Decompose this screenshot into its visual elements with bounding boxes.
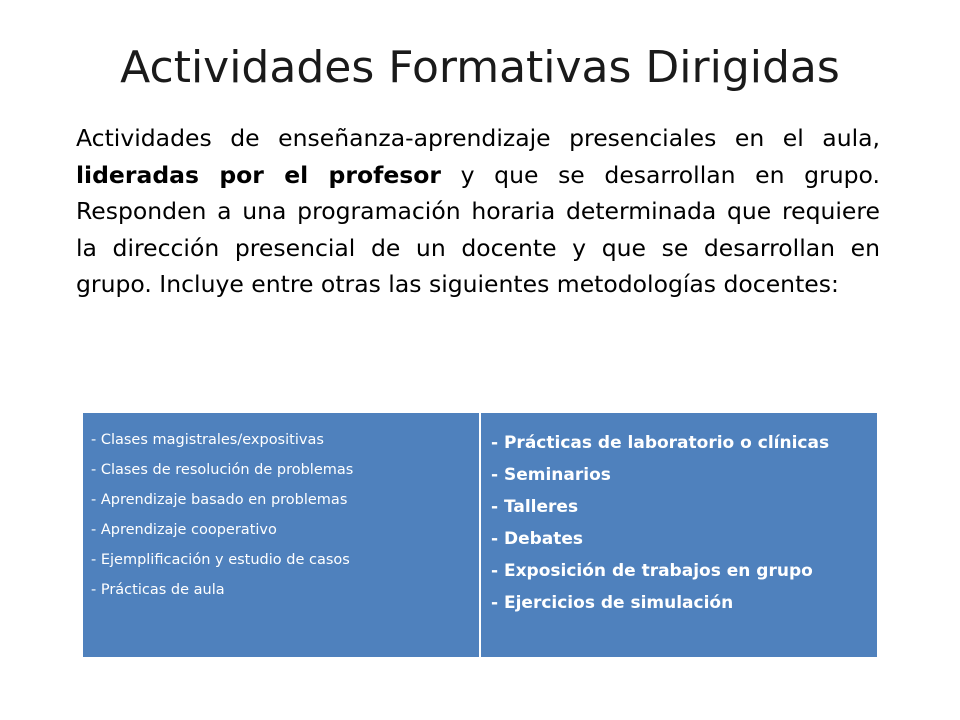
list-item: - Clases magistrales/expositivas bbox=[91, 432, 324, 448]
list-item: - Prácticas de aula bbox=[91, 582, 225, 598]
list-item: - Debates bbox=[491, 529, 584, 549]
paragraph-text-part2: y que se desarrollan en grupo. Responden a una programación horaria determinada que requiere la dirección presencial de un docente y que se desarrollan en grupo. Incluye entre otras las siguientes metodologías docentes: bbox=[76, 160, 880, 298]
left-methodologies-list bbox=[91, 425, 471, 605]
list-item: - Talleres bbox=[491, 497, 579, 517]
slide-title: Actividades Formativas Dirigidas bbox=[120, 42, 840, 93]
list-item: - Aprendizaje cooperativo bbox=[91, 522, 277, 538]
right-methodologies-list bbox=[491, 427, 869, 619]
list-item: - Prácticas de laboratorio o clínicas bbox=[491, 433, 830, 453]
list-item: - Clases de resolución de problemas bbox=[91, 462, 354, 478]
list-item: - Ejemplificación y estudio de casos bbox=[91, 552, 350, 568]
list-item: - Ejercicios de simulación bbox=[491, 593, 734, 613]
list-item: - Exposición de trabajos en grupo bbox=[491, 561, 813, 581]
methodologies-table bbox=[82, 412, 878, 658]
list-item: - Aprendizaje basado en problemas bbox=[91, 492, 348, 508]
table-cell-right bbox=[481, 413, 877, 657]
table-cell-left bbox=[83, 413, 481, 657]
paragraph-bold-text: lideradas por el profesor bbox=[76, 160, 441, 189]
paragraph-text-part1: Actividades de enseñanza-aprendizaje presenciales en el aula, bbox=[76, 124, 880, 152]
description-paragraph bbox=[76, 120, 880, 303]
list-item: - Seminarios bbox=[491, 465, 611, 485]
